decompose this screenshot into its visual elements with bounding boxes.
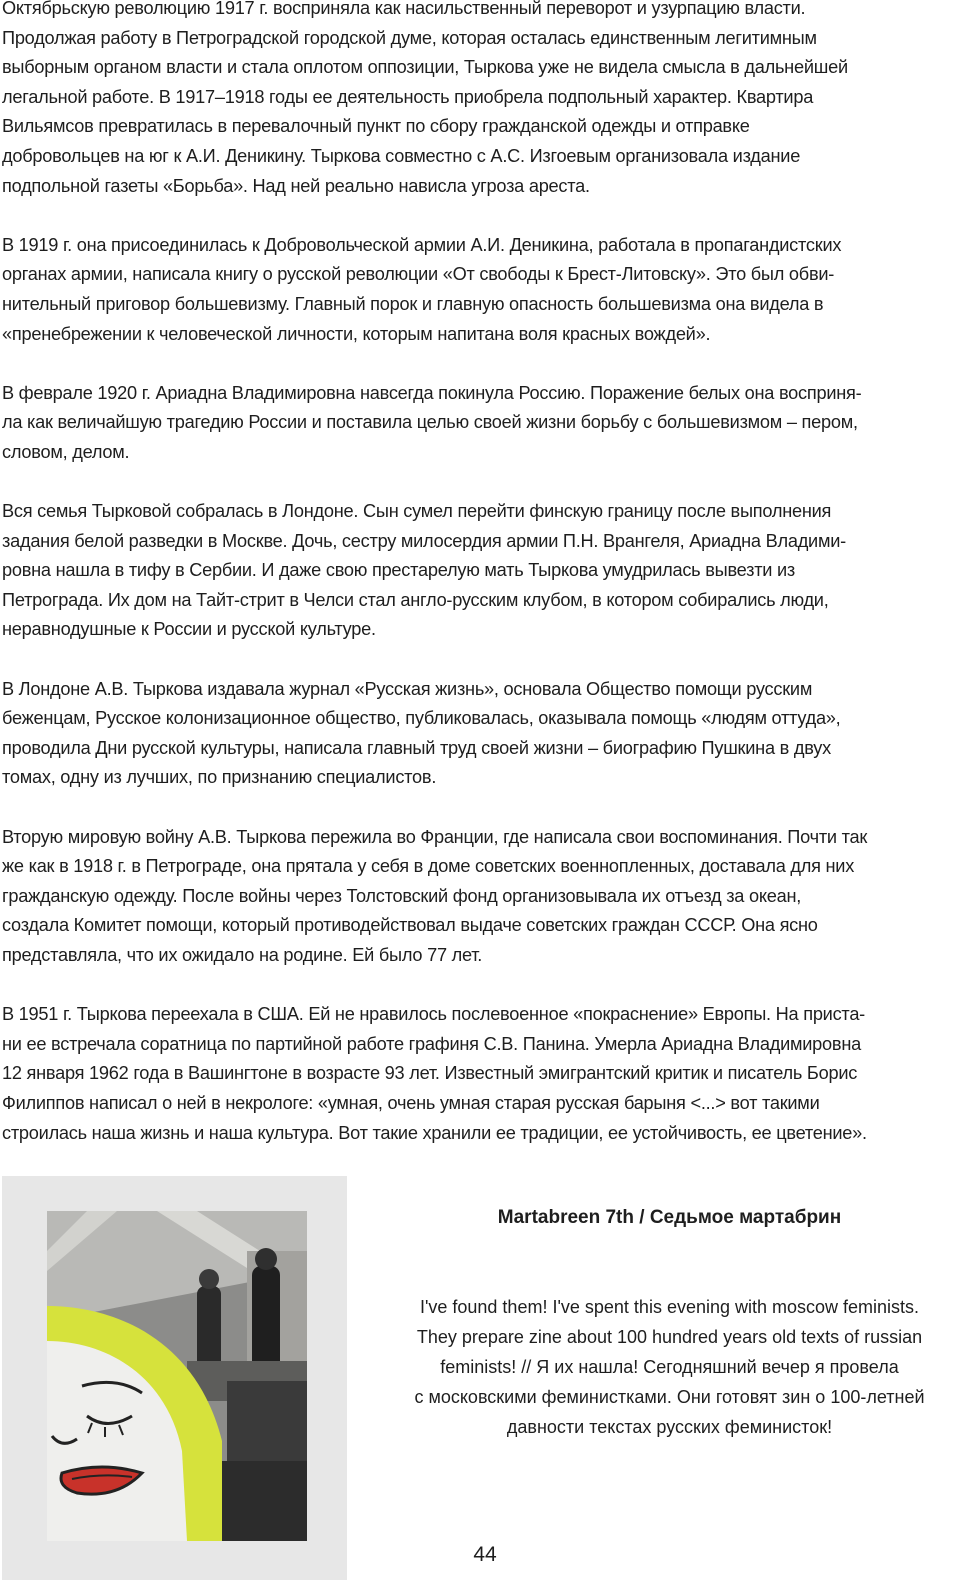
text-line: Петрограда. Их дом на Тайт-стрит в Челси стал англо-русским клубом, в котором собирались люди, bbox=[2, 589, 829, 610]
text-line: нительный приговор большевизму. Главный порок и главную опасность большевизма она видела в bbox=[2, 293, 824, 314]
text-line: В 1919 г. она присоединилась к Добровольческой армии А.И. Деникина, работала в пропагандистских bbox=[2, 234, 842, 255]
paragraph-london-work bbox=[2, 675, 974, 793]
caption-line: I've found them! I've spent this evening with moscow feminists. bbox=[419, 1297, 920, 1317]
text-line: органах армии, написала книгу о русской революции «От свободы к Брест-Литовску». Это был обви- bbox=[2, 264, 835, 285]
text-line: Продолжая работу в Петроградской городской думе, которая осталась единственным легитимным bbox=[2, 27, 817, 48]
caption-line: feminists! // Я их нашла! Сегодняшний вечер я провела bbox=[440, 1357, 899, 1377]
text-line: ла как величайшую трагедию России и поставила целью своей жизни борьбу с большевизмом – пером, bbox=[2, 412, 858, 433]
text-line: гражданскую одежду. После войны через Толстовский фонд организовывала их отъезд за океан, bbox=[2, 885, 802, 906]
caption-line: с московскими феминистками. Они готовят зин о 100-летней bbox=[414, 1387, 925, 1407]
text-line: легальной работе. В 1917–1918 годы ее деятельность приобрела подпольный характер. Квартира bbox=[2, 86, 814, 107]
feminist-zine-photo bbox=[47, 1211, 307, 1541]
paragraph-ww2 bbox=[2, 823, 974, 971]
text-line: неравнодушные к России и русской культуре. bbox=[2, 619, 376, 640]
text-line: же как в 1918 г. в Петрограде, она прятала у себя в доме советских военнопленных, доставала для них bbox=[2, 856, 855, 877]
text-line: подпольной газеты «Борьба». Над ней реально нависла угроза ареста. bbox=[2, 175, 590, 196]
text-line: В феврале 1920 г. Ариадна Владимировна навсегда покинула Россию. Поражение белых она восприня- bbox=[2, 382, 862, 403]
text-line: создала Комитет помощи, который противодействовал выдаче советских граждан СССР. Она ясно bbox=[2, 915, 818, 936]
caption-body bbox=[360, 1292, 979, 1442]
paragraph-revolution bbox=[2, 0, 974, 201]
text-line: ни ее встречала соратница по партийной работе графиня С.В. Панина. Умерла Ариадна Владимировна bbox=[2, 1033, 861, 1054]
text-line: представляла, что их ожидало на родине. Ей было 77 лет. bbox=[2, 945, 483, 965]
text-line: задания белой разведки в Москве. Дочь, сестру милосердия армии П.Н. Врангеля, Ариадна Владими- bbox=[2, 530, 846, 551]
photo-panel bbox=[2, 1176, 347, 1580]
caption-title: Martabreen 7th / Седьмое мартабрин bbox=[497, 1207, 842, 1228]
text-line: В Лондоне А.В. Тыркова издавала журнал «Русская жизнь», основала Общество помощи русским bbox=[2, 678, 813, 699]
text-line: Вся семья Тырковой собралась в Лондоне. Сын сумел перейти финскую границу после выполнения bbox=[2, 501, 832, 522]
paragraph-usa bbox=[2, 1000, 974, 1148]
paragraph-london-family bbox=[2, 497, 974, 645]
text-line: строилась наша жизнь и наша культура. Вот такие хранили ее традиции, ее устойчивость, ее цветение». bbox=[2, 1122, 867, 1143]
text-line: 12 января 1962 года в Вашингтоне в возрасте 93 лет. Известный эмигрантский критик и писатель Борис bbox=[2, 1063, 858, 1084]
text-line: Филиппов написал о ней в некрологе: «умная, очень умная старая русская барыня <...> вот такими bbox=[2, 1092, 820, 1113]
text-line: беженцам, Русское колонизационное общество, публиковалась, оказывала помощь «людям оттуда», bbox=[2, 708, 841, 729]
article-body bbox=[2, 0, 974, 1178]
photo-illustration bbox=[47, 1211, 307, 1541]
text-line: выборным органом власти и стала оплотом оппозиции, Тыркова уже не видела смысла в дальнейшей bbox=[2, 57, 848, 78]
caption-line: давности текстах русских феминисток! bbox=[506, 1417, 833, 1437]
text-line: «пренебрежении к человеческой личности, которым напитана воля красных вождей». bbox=[2, 323, 711, 344]
text-line: Вильямсов превратилась в перевалочный пункт по сбору гражданской одежды и отправке bbox=[2, 116, 750, 137]
text-line: Октябрьскую революцию 1917 г. восприняла как насильственный переворот и узурпацию власти. bbox=[2, 0, 806, 18]
text-line: словом, делом. bbox=[2, 441, 130, 462]
page-number: 44 bbox=[473, 1543, 497, 1566]
text-line: томах, одну из лучших, по признанию специалистов. bbox=[2, 767, 437, 788]
photo-caption bbox=[360, 1200, 979, 1442]
caption-line: They prepare zine about 100 hundred years old texts of russian bbox=[416, 1327, 923, 1347]
paragraph-1919 bbox=[2, 231, 974, 349]
text-line: ровна нашла в тифу в Сербии. И даже свою престарелую мать Тыркова умудрилась вывезти из bbox=[2, 560, 795, 581]
text-line: В 1951 г. Тыркова переехала в США. Ей не нравилось послевоенное «покраснение» Европы. На приста- bbox=[2, 1004, 865, 1025]
paragraph-1920 bbox=[2, 379, 974, 468]
text-line: Вторую мировую войну А.В. Тыркова пережила во Франции, где написала свои воспоминания. Почти так bbox=[2, 826, 868, 847]
text-line: добровольцев на юг к А.И. Деникину. Тыркова совместно с А.С. Изгоевым организовала издание bbox=[2, 145, 801, 166]
text-line: проводила Дни русской культуры, написала главный труд своей жизни – биографию Пушкина в двух bbox=[2, 737, 831, 758]
